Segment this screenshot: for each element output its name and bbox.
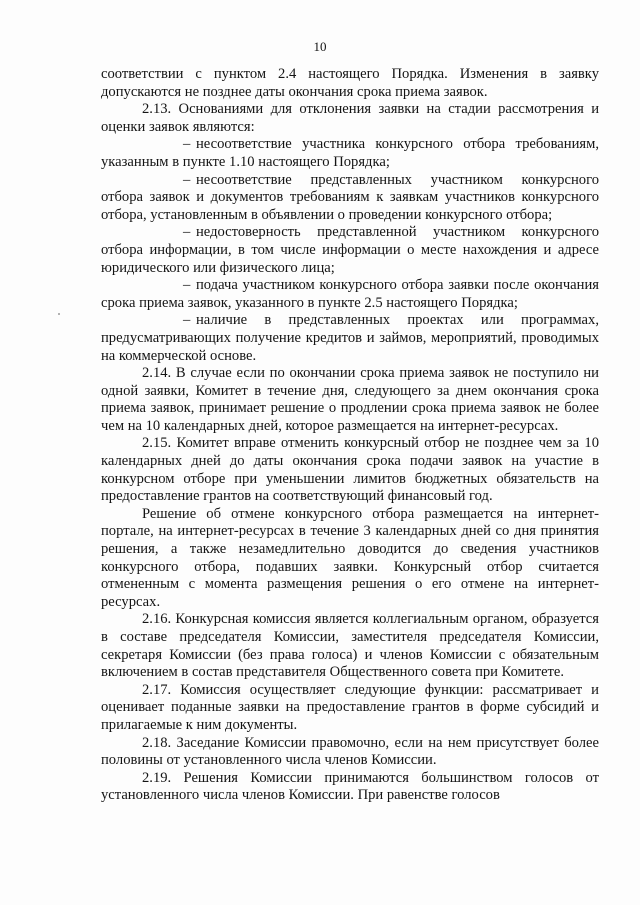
dash-marker: – bbox=[183, 277, 191, 294]
scan-speck bbox=[58, 313, 60, 315]
bullet-text: несоответствие участника конкурсного отбора требованиям, указанным в пункте 1.10 настоящего Порядка; bbox=[101, 136, 599, 170]
bullet-item bbox=[101, 172, 599, 225]
paragraph-cancel-decision: Решение об отмене конкурсного отбора размещается на интернет-портале, на интернет-ресурсах в течение 3 календарных дней со дня принятия решения, а также незамедлительно доводится до сведения участников конкурсного отбора, подавших заявки. Конкурсный отбор считается отмененным с момента размещения решения о его отмене на интернет-ресурсах. bbox=[101, 505, 599, 610]
dash-marker: – bbox=[183, 312, 191, 329]
paragraph-2-18: 2.18. Заседание Комиссии правомочно, если на нем присутствует более половины от установленного числа членов Комиссии. bbox=[101, 734, 599, 769]
bullet-text: подача участником конкурсного отбора заявки после окончания срока приема заявок, указанного в пункте 2.5 настоящего Порядка; bbox=[101, 277, 599, 311]
dash-marker: – bbox=[183, 224, 191, 241]
bullet-text: недостоверность представленной участником конкурсного отбора информации, в том числе информации о месте нахождения и адресе юридического или физического лица; bbox=[101, 224, 599, 276]
bullet-item bbox=[101, 136, 599, 171]
paragraph-2-19: 2.19. Решения Комиссии принимаются большинством голосов от установленного числа членов Комиссии. При равенстве голосов bbox=[101, 769, 599, 804]
dash-marker: – bbox=[183, 171, 191, 188]
bullet-item bbox=[101, 224, 599, 277]
bullet-text: наличие в представленных проектах или программах, предусматривающих получение кредитов и займов, мероприятий, проводимых на коммерческой основе. bbox=[101, 312, 599, 364]
page-number: 10 bbox=[313, 39, 327, 54]
bullet-item bbox=[101, 312, 599, 365]
paragraph-2-17: 2.17. Комиссия осуществляет следующие функции: рассматривает и оценивает поданные заявки на предоставление грантов в форме субсидий и прилагаемые к ним документы. bbox=[101, 681, 599, 733]
paragraph-continuation: соответствии с пунктом 2.4 настоящего Порядка. Изменения в заявку допускаются не позднее даты окончания срока приема заявок. bbox=[101, 66, 599, 100]
paragraph-2-13: 2.13. Основаниями для отклонения заявки на стадии рассмотрения и оценки заявок являются: bbox=[101, 101, 599, 135]
dash-marker: – bbox=[183, 136, 191, 153]
bullet-text: несоответствие представленных участником конкурсного отбора заявок и документов требованиям к заявкам участников конкурсного отбора, установленным в объявлении о проведении конкурсного отбора; bbox=[101, 171, 599, 223]
paragraph-2-14: 2.14. В случае если по окончании срока приема заявок не поступило ни одной заявки, Комитет в течение дня, следующего за днем окончания срока приема заявок, принимает решение о продлении срока приема заявок не более чем на 10 календарных дней, которое размещается на интернет-ресурсах. bbox=[101, 365, 599, 434]
bullet-item bbox=[101, 277, 599, 312]
paragraph-2-16: 2.16. Конкурсная комиссия является коллегиальным органом, образуется в составе председателя Комиссии, заместителя председателя Комиссии, секретаря Комиссии (без права голоса) и членов Комиссии с обязательным включением в состав представителя Общественного совета при Комитете. bbox=[101, 611, 599, 681]
paragraph-2-15: 2.15. Комитет вправе отменить конкурсный отбор не позднее чем за 10 календарных дней до даты окончания срока подачи заявок на участие в конкурсном отборе при уменьшении лимитов бюджетных обязательств на предоставление грантов на соответствующий финансовый год. bbox=[101, 435, 599, 505]
document-body bbox=[101, 66, 599, 805]
